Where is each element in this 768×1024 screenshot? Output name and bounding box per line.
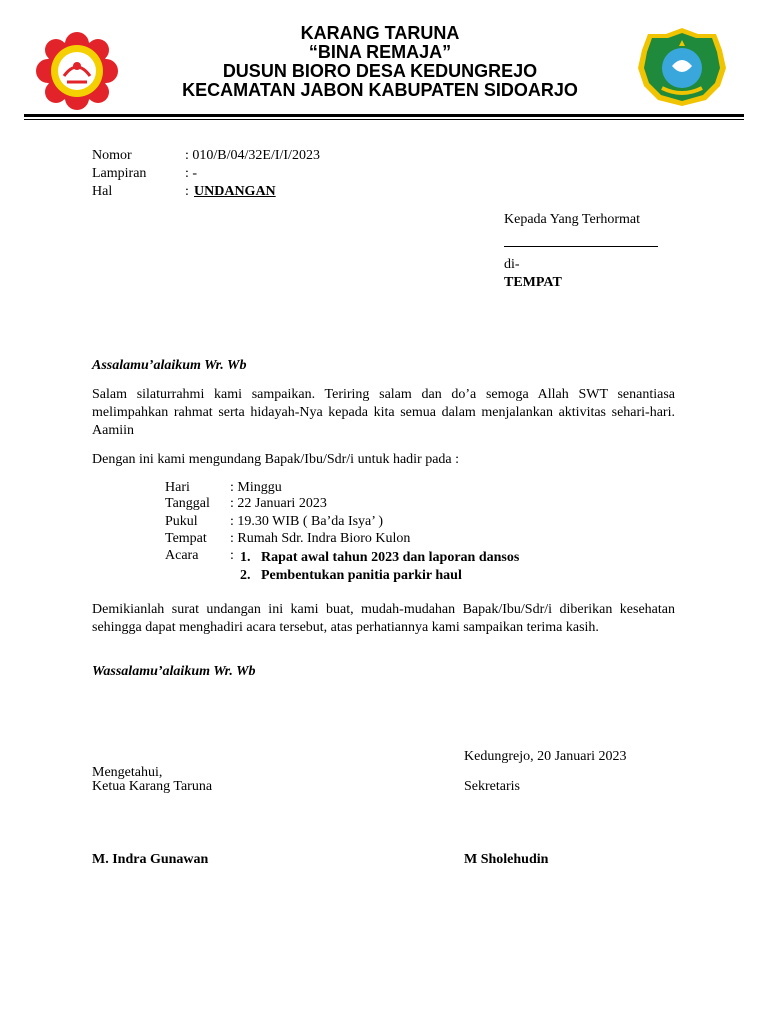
recipient-salutation: Kepada Yang Terhormat — [504, 212, 641, 227]
chair-name: M. Indra Gunawan — [92, 852, 209, 867]
greeting: Assalamu’alaikum Wr. Wb — [92, 358, 247, 373]
hal-colon: : — [185, 184, 189, 199]
paragraph-closing: Demikianlah surat undangan ini kami buat, mudah-mudahan Bapak/Ibu/Sdr/i diberikan kesehatan sehingga dapat menghadiri acara tersebut, atas perhatiannya kami sampaikan terima kasih. — [92, 602, 675, 635]
secretary-name: M Sholehudin — [464, 852, 549, 867]
paragraph-invitation: Dengan ini kami mengundang Bapak/Ibu/Sdr/i untuk hadir pada : — [92, 452, 460, 467]
sidoarjo-regency-logo — [636, 26, 728, 108]
letterhead-divider-thick — [24, 114, 744, 117]
place-date: Kedungrejo, 20 Januari 2023 — [464, 749, 627, 764]
letterhead-divider-thin — [24, 119, 744, 120]
tempat-label: Tempat — [165, 531, 207, 546]
recipient-blank-line — [504, 246, 658, 247]
acara-item-2: 2. Pembentukan panitia parkir haul — [240, 568, 462, 583]
karang-taruna-logo — [34, 32, 120, 110]
lampiran-value: : - — [185, 166, 198, 181]
tanggal-label: Tanggal — [165, 496, 210, 511]
org-district: KECAMATAN JABON KABUPATEN SIDOARJO — [182, 80, 578, 100]
recipient-di: di- — [504, 257, 520, 272]
closing-greeting: Wassalamu’alaikum Wr. Wb — [92, 664, 256, 679]
lampiran-label: Lampiran — [92, 166, 147, 181]
recipient-place: TEMPAT — [504, 275, 562, 290]
logo-flower-shape — [36, 32, 118, 110]
hal-value: UNDANGAN — [194, 184, 276, 199]
nomor-value: : 010/B/04/32E/I/I/2023 — [185, 148, 320, 163]
hari-label: Hari — [165, 480, 190, 495]
acara-item-1: 1. Rapat awal tahun 2023 dan laporan dansos — [240, 550, 520, 565]
pukul-label: Pukul — [165, 514, 198, 529]
acara-label: Acara — [165, 548, 199, 563]
hari-value: : Minggu — [230, 480, 282, 495]
org-name: KARANG TARUNA — [300, 23, 460, 43]
pukul-value: : 19.30 WIB ( Ba’da Isya’ ) — [230, 514, 384, 529]
org-village: DUSUN BIORO DESA KEDUNGREJO — [222, 61, 538, 81]
tempat-value: : Rumah Sdr. Indra Bioro Kulon — [230, 531, 411, 546]
acara-colon: : — [230, 548, 234, 563]
org-motto: “BINA REMAJA” — [308, 42, 452, 62]
tanggal-value: : 22 Januari 2023 — [230, 496, 327, 511]
logo-shield-shape — [638, 28, 726, 106]
secretary-title: Sekretaris — [464, 779, 520, 794]
letterhead — [160, 24, 600, 100]
acknowledged-label: Mengetahui, — [92, 765, 163, 780]
hal-label: Hal — [92, 184, 113, 199]
nomor-label: Nomor — [92, 148, 132, 163]
chair-title: Ketua Karang Taruna — [92, 779, 213, 794]
paragraph-opening: Salam silaturrahmi kami sampaikan. Teriring salam dan do’a semoga Allah SWT senantiasa melimpahkan rahmat serta hidayah-Nya kepada kita semua dalam menjalankan aktivitas sehari-hari. Aamiin — [92, 387, 675, 438]
